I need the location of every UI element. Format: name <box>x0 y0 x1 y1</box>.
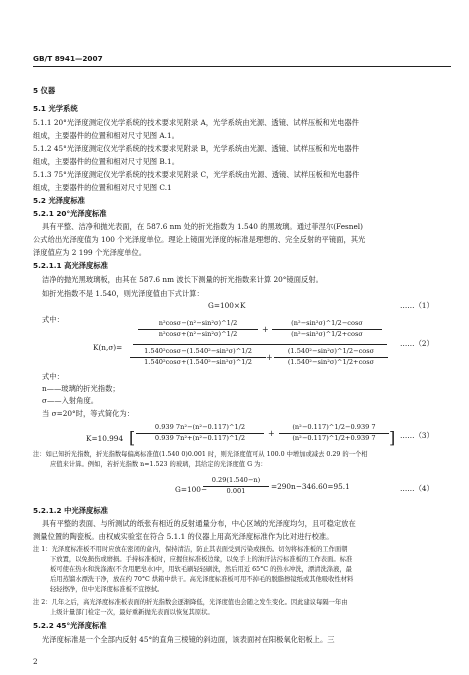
eq2-num-term-d: (1.540²−sin²σ)^1/2−cosσ <box>287 347 375 355</box>
definition-sigma: σ——入射角度。 <box>42 396 99 405</box>
where-label: 式中： <box>42 372 64 381</box>
paragraph: 5.1.2 45°光泽度测定仪光学系统的技术要求见附录 B，光学系统由光源、透镜、试样压板和光电器件 <box>33 144 360 153</box>
paragraph: 光泽度标准是一个全部内反射 45°的直角三棱镜的斜边面，该表面衬在阳极氧化铝板上。三 <box>42 635 335 644</box>
paragraph: 洁净的抛光黑玻璃板，由其在 587.6 nm 波长下测量的折光指数来计算 20°镜面反射。 <box>42 275 323 284</box>
equation-number: ……（4） <box>400 484 434 493</box>
eq2-num-term-a: n²cosσ−(n²−sin²σ)^1/2 <box>158 319 238 327</box>
equation-number: ……（3） <box>400 431 434 440</box>
equation-1: G=100×K <box>208 301 246 310</box>
page-number: 2 <box>33 657 38 666</box>
where-label: 式中： <box>42 315 64 324</box>
plus-sign: + <box>262 325 269 334</box>
equation-number: ……（1） <box>400 301 434 310</box>
standard-number: GB/T 8941—2007 <box>33 54 103 63</box>
subsection-heading: 5.2 光泽度标准 <box>33 196 85 205</box>
equation-number: ……（2） <box>400 339 434 348</box>
paragraph: 公式给出光泽度值为 100 个光泽度单位。理论上镜面光泽度的标准是理想的、完全反射的平镜面，其光 <box>33 235 366 244</box>
subsection-heading: 5.1 光学系统 <box>33 104 78 113</box>
eq2-den-term-a: n²cosσ+(n²−sin²σ)^1/2 <box>158 330 238 338</box>
subsection-heading: 5.2.1 20°光泽度标准 <box>33 209 107 218</box>
bracket-right: ] <box>389 428 396 447</box>
note: 上级计量部门检定一次，最好重新抛光表面以恢复其原状。 <box>50 609 214 616</box>
paragraph: 当 σ=20°时，等式简化为： <box>42 409 135 418</box>
eq3-num-term-b: (n²−0.117)^1/2−0.939 7 <box>292 423 376 431</box>
paragraph: 组成，主要器件的位置和相对尺寸见图 A.1。 <box>33 131 179 140</box>
plus-sign: + <box>268 429 275 438</box>
note: 注 2：几年之后，高光泽度标准板表面的折光指数会逐渐降低，光泽度值也会随之发生变化。因此建议每隔一年由 <box>33 599 348 606</box>
plus-sign: + <box>266 353 273 362</box>
paragraph: 5.1.1 20°光泽度测定仪光学系统的技术要求见附录 A，光学系统由光源、透镜、试样压板和光电器件 <box>33 118 359 127</box>
header-rule <box>33 66 451 67</box>
definition-n: n——玻璃的折光指数； <box>42 384 120 393</box>
equation-3-lhs: K=10.994 <box>86 434 124 443</box>
equation-4-rhs: =290n−346.60=95.1 <box>271 482 350 491</box>
eq4-denominator: 0.001 <box>226 487 246 495</box>
equation-4-lhs: G=100− <box>175 485 207 494</box>
note: 注：如已知折光指数，折光指数每偏离标准值(1.540 0)0.001 时，则光泽度值可从 100.0 中增加或减去 0.29 的一个相 <box>33 451 368 458</box>
note: 板可使在热水和洗涤液(不含用肥皂水)中，用软毛刷轻轻刷洗，然后用近 65°C 的热水冲洗，漂清洗涤液，最 <box>50 566 352 573</box>
eq2-num-term-c: 1.540²cosσ−(1.540²−sin²σ)^1/2 <box>144 347 252 355</box>
paragraph: 5.1.3 75°光泽度测定仪光学系统的技术要求见附录 C，光学系统由光源、透镜、试样压板和光电器件 <box>33 170 360 179</box>
note: 轻轻擦净，但中光泽度标准板不宜擦拭。 <box>50 586 164 593</box>
subsection-heading: 5.2.2 45°光泽度标准 <box>33 621 107 630</box>
subsection-heading: 5.2.1.2 中光泽度标准 <box>33 506 108 515</box>
note: 下放置，以免损伤或磨损。手持标准板时，应握住标准板边缘，以免手上的油汗沾污标准板的工作表面。标准 <box>50 556 353 563</box>
eq3-num-term-a: 0.939 7n²−(n²−0.117)^1/2 <box>154 423 246 431</box>
eq2-den-term-c: 1.540²cosσ+(1.540²−sin²σ)^1/2 <box>144 358 252 366</box>
equation-2-lhs: K(n,σ)= <box>93 343 123 352</box>
paragraph: 具有平整的表面、与所测试的纸张有相近的反射通量分布，中心区域的光泽度均匀，且可稳定放在 <box>42 519 356 528</box>
eq2-den-term-d: (1.540²−sin²σ)^1/2+cosσ <box>287 358 375 366</box>
note: 后用蒸馏水漂洗干净，放在约 70°C 烘箱中烘干。高光泽度标准板可用不掉毛的脱脂擦镜纸或其他吸收性材料 <box>50 576 354 583</box>
paragraph: 泽度值应为 2 199 个光泽度单位。 <box>33 248 147 257</box>
main-fraction-bar <box>133 344 387 345</box>
bracket-left: [ <box>129 428 136 447</box>
note: 注 1：光泽度标准板不用时应放在密闭的盒内，保持清洁，防止其表面受到污染或损伤。切勿将标准板的工作面朝 <box>33 546 348 553</box>
paragraph: 测量位置的陶瓷板。由权威实验室在符合 5.1.1 的仪器上用高光泽度标准作为比对进行校准。 <box>33 532 334 541</box>
paragraph: 具有平整、洁净和抛光表面，在 587.6 nm 处的折光指数为 1.540 的黑玻璃。通过菲涅尔(Fesnel) <box>42 222 363 231</box>
eq4-numerator: 0.29(1.540−n) <box>211 476 261 484</box>
paragraph: 如折光指数不是 1.540，则光泽度值由下式计算： <box>42 289 204 298</box>
eq3-den-term-a: 0.939 7n²+(n²−0.117)^1/2 <box>154 434 246 442</box>
eq3-den-term-b: (n²−0.117)^1/2+0.939 7 <box>292 434 376 442</box>
paragraph: 组成，主要器件的位置和相对尺寸见图 B.1。 <box>33 157 179 166</box>
section-heading: 5 仪器 <box>33 86 56 95</box>
subsection-heading: 5.2.1.1 高光泽度标准 <box>33 261 108 270</box>
note: 应值来计算。例如，若折光指数 n=1.523 的玻璃，其给定的光泽度值 G 为： <box>50 461 267 468</box>
eq2-den-term-b: (n²−sin²σ)^1/2+cosσ <box>291 330 363 338</box>
paragraph: 组成，主要器件的位置和相对尺寸见图 C.1 <box>33 183 172 192</box>
eq2-num-term-b: (n²−sin²σ)^1/2−cosσ <box>291 319 363 327</box>
